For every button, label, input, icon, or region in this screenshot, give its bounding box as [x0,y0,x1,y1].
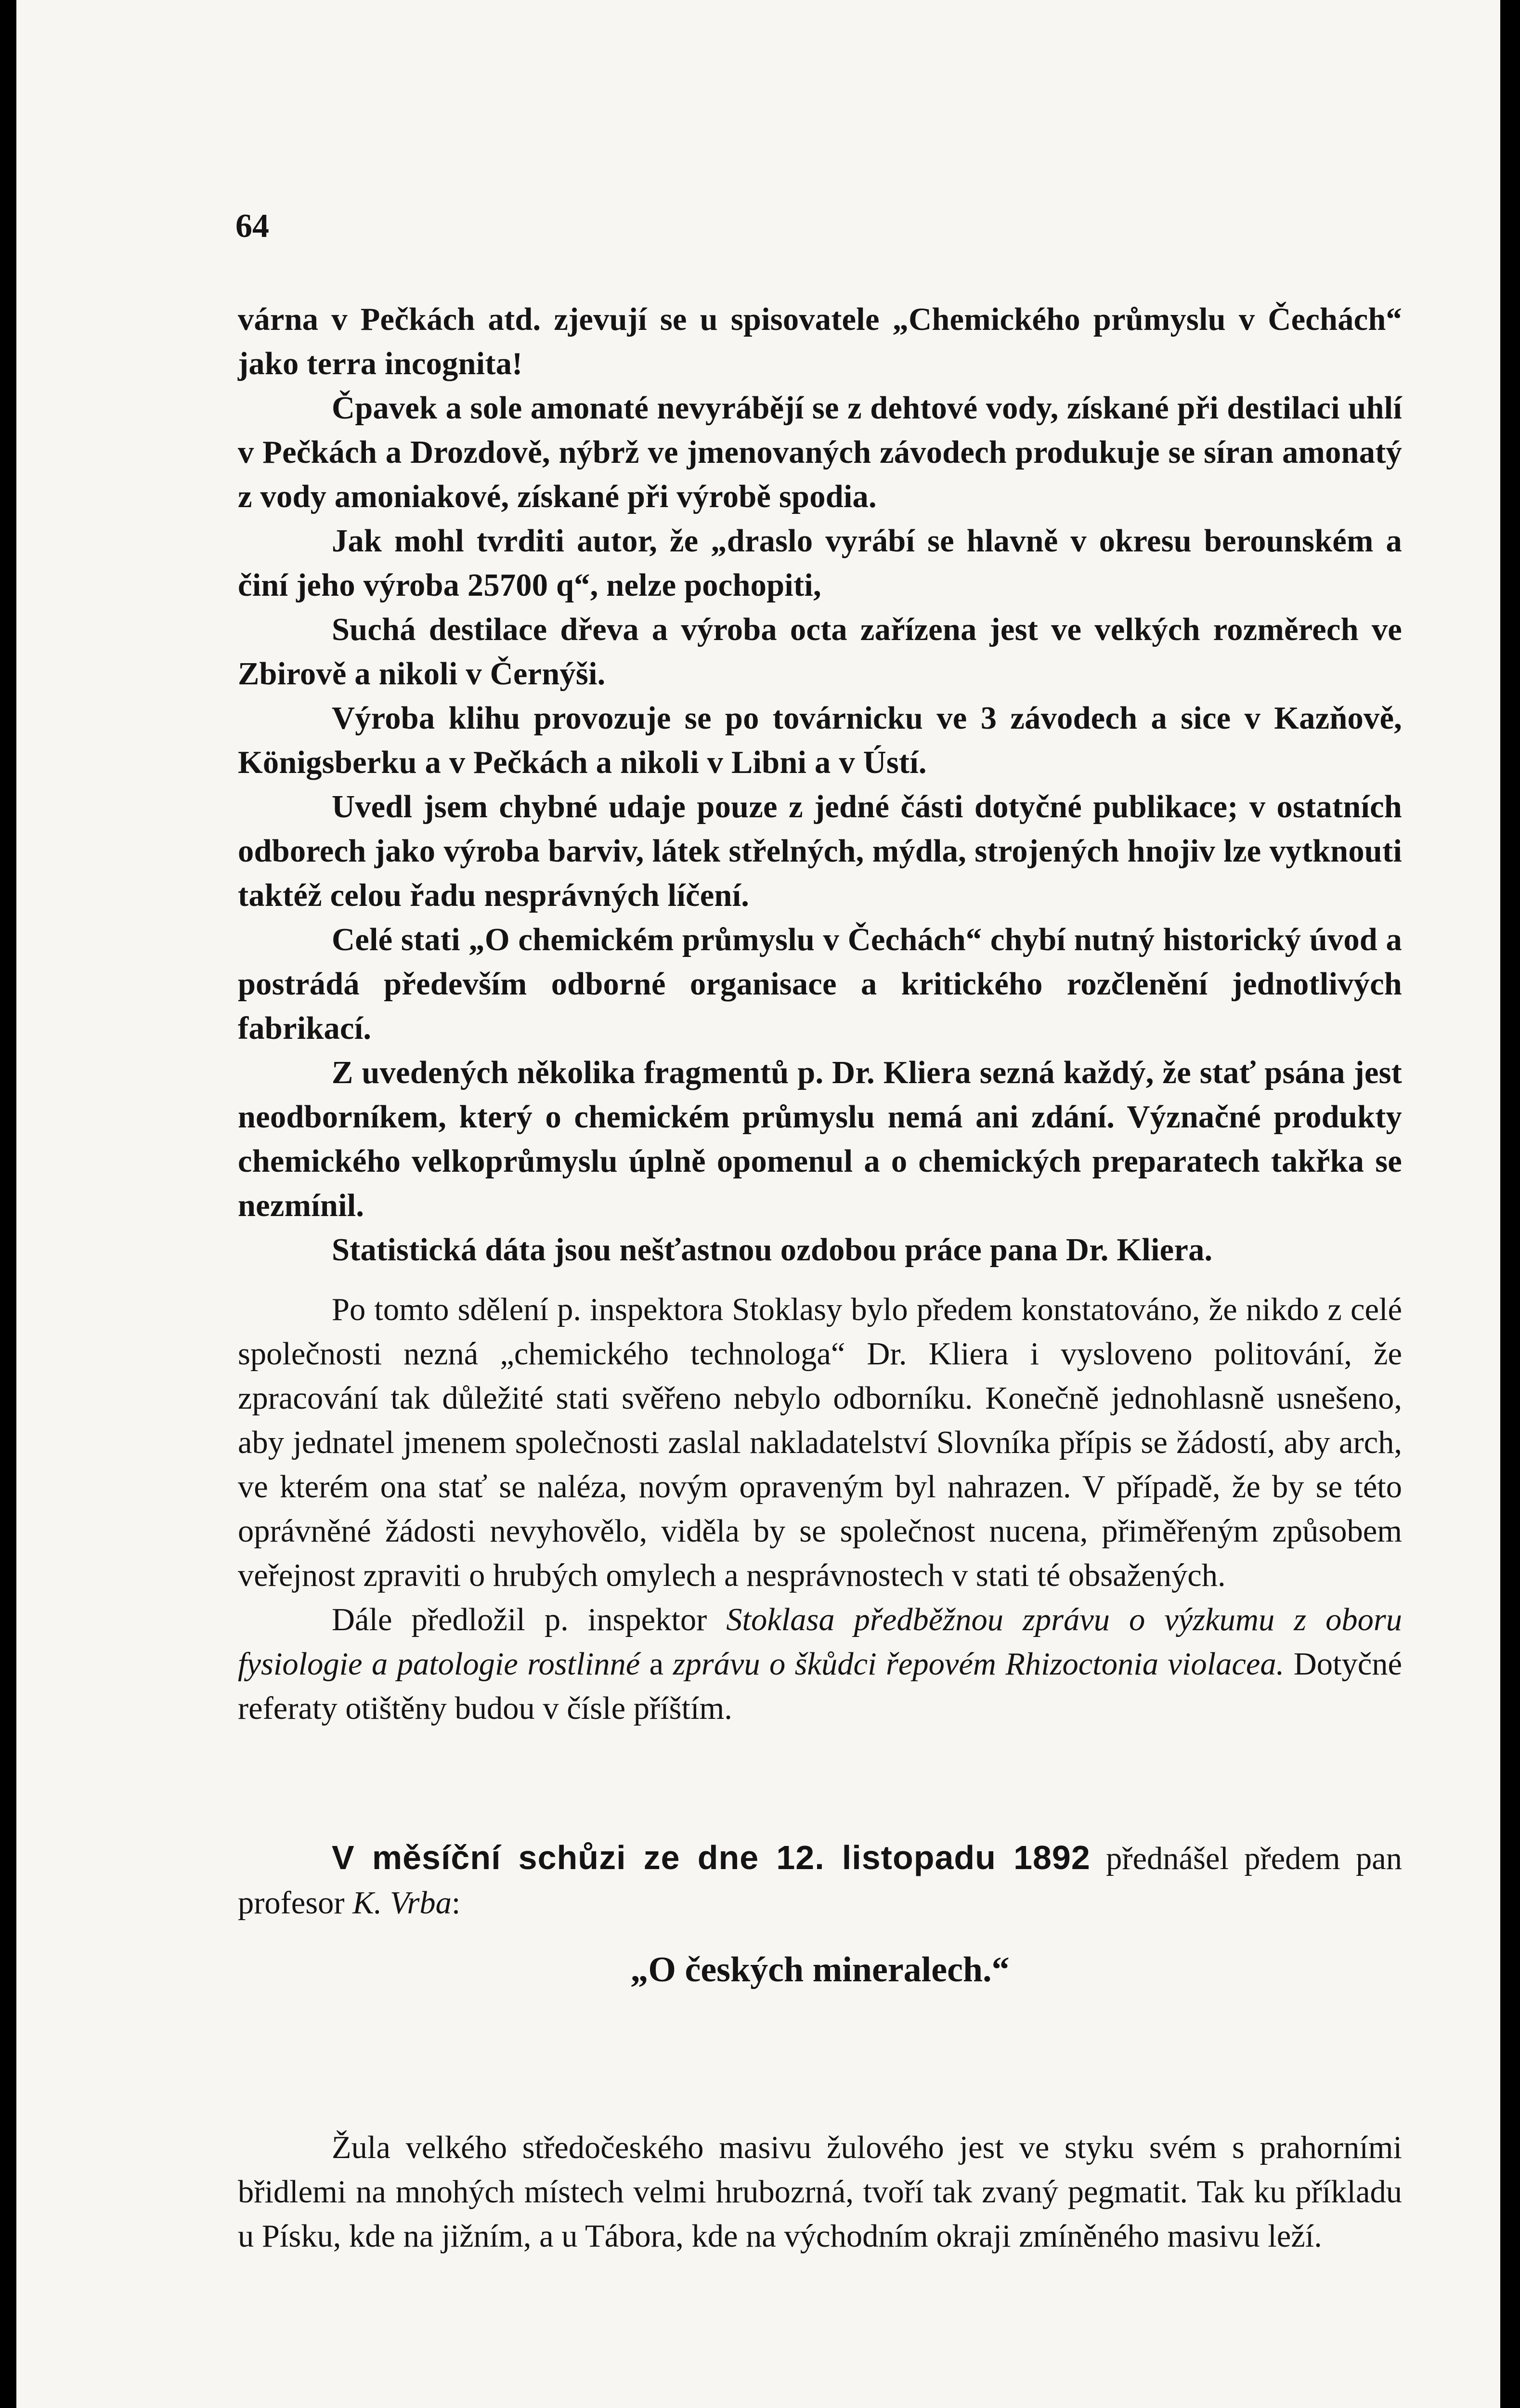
italic-run: Stoklasa předběžnou zprávu o výzkumu z oboru fysiologie a patologie rostlinné [238,1602,1402,1682]
paragraph: Čpavek a sole amonaté nevyrábějí se z dehtové vody, získané při destilaci uhlí v Pečkách a Drozdově, nýbrž ve jmenovaných závodech produkuje se síran amonatý z vody amoniakové, získané při výrobě spodia. [238,391,1402,514]
text-run: a [640,1647,673,1682]
paragraph: Uvedl jsem chybné udaje pouze z jedné části dotyčné publikace; v ostatních odborech jako výroba barviv, látek střelných, mýdla, strojených hnojiv lze vytknouti taktéž celou řadu nesprávných líčení. [238,789,1402,913]
paragraph: várna v Pečkách atd. zjevují se u spisovatele „Chemického průmyslu v Čechách“ jako terra incognita! [238,302,1402,381]
lecture-body [238,2126,1402,2259]
meeting-announcement [238,1835,1402,1925]
paragraph: Statistická dáta jsou nešťastnou ozdobou práce pana Dr. Kliera. [332,1232,1213,1268]
paragraph: Suchá destilace dřeva a výroba octa zařízena jest ve velkých rozměrech ve Zbirově a nikoli v Černýši. [238,612,1402,692]
meeting-heading: V měsíční schůzi ze dne 12. listopadu 1892 [332,1839,1091,1876]
critique-section [238,298,1402,1272]
text-run: : [451,1885,461,1921]
italic-run: zprávu o škůdci řepovém Rhizoctonia violacea. [673,1647,1285,1682]
page-number: 64 [235,208,269,245]
lecture-title: „O českých mineralech.“ [630,1950,1010,1989]
lecture-title-row [238,1948,1402,1992]
text-run: Dále předložil p. inspektor [332,1602,727,1637]
paragraph: Jak mohl tvrditi autor, že „draslo vyrábí se hlavně v okresu berounském a činí jeho výroba 25700 q“, nelze pochopiti, [238,523,1402,603]
paragraph [238,1835,1402,1925]
text-run: přednášel předem pan profesor [238,1841,1403,1921]
speaker-name: K. Vrba [352,1885,452,1921]
paragraph: Celé stati „O chemickém průmyslu v Čechách“ chybí nutný historický úvod a postrádá především odborné organisace a kritického rozčlenění jednotlivých fabrikací. [238,922,1402,1046]
book-page [16,0,1500,2408]
meeting-minutes-section [238,1288,1402,1731]
paragraph: Žula velkého středočeského masivu žulového jest ve styku svém s prahorními břidlemi na mnohých místech velmi hrubozrná, tvoří tak zvaný pegmatit. Tak ku příkladu u Písku, kde na jižním, a u Tábora, kde na východním okraji zmíněného masivu leží. [238,2130,1402,2254]
paragraph: Po tomto sdělení p. inspektora Stoklasy bylo předem konstatováno, že nikdo z celé společnosti nezná „chemického technologa“ Dr. Kliera i vysloveno politování, že zpracování tak důležité stati svěřeno nebylo odborníku. Konečně jednohlasně usnešeno, aby jednatel jmenem společnosti zaslal nakladatelství Slovníka přípis se žádostí, aby arch, ve kterém ona stať se naléza, novým opraveným byl nahrazen. V případě, že by se této oprávněné žádosti nevyhovělo, viděla by se společnost nucena, přiměřeným způsobem veřejnost zpraviti o hrubých omylech a nesprávnostech v stati té obsažených. [238,1292,1402,1593]
text-run: Dotyčné referaty otištěny budou v čísle příštím. [238,1647,1402,1726]
paragraph: Z uvedených několika fragmentů p. Dr. Kliera sezná každý, že stať psána jest neodborníkem, který o chemickém průmyslu nemá ani zdání. Význačné produkty chemického velkoprůmyslu úplně opomenul a o chemických preparatech takřka se nezmínil. [238,1055,1402,1223]
paragraph [238,1598,1402,1731]
paragraph: Výroba klihu provozuje se po továrnicku ve 3 závodech a sice v Kazňově, Königsberku a v Pečkách a nikoli v Libni a v Ústí. [238,701,1402,780]
